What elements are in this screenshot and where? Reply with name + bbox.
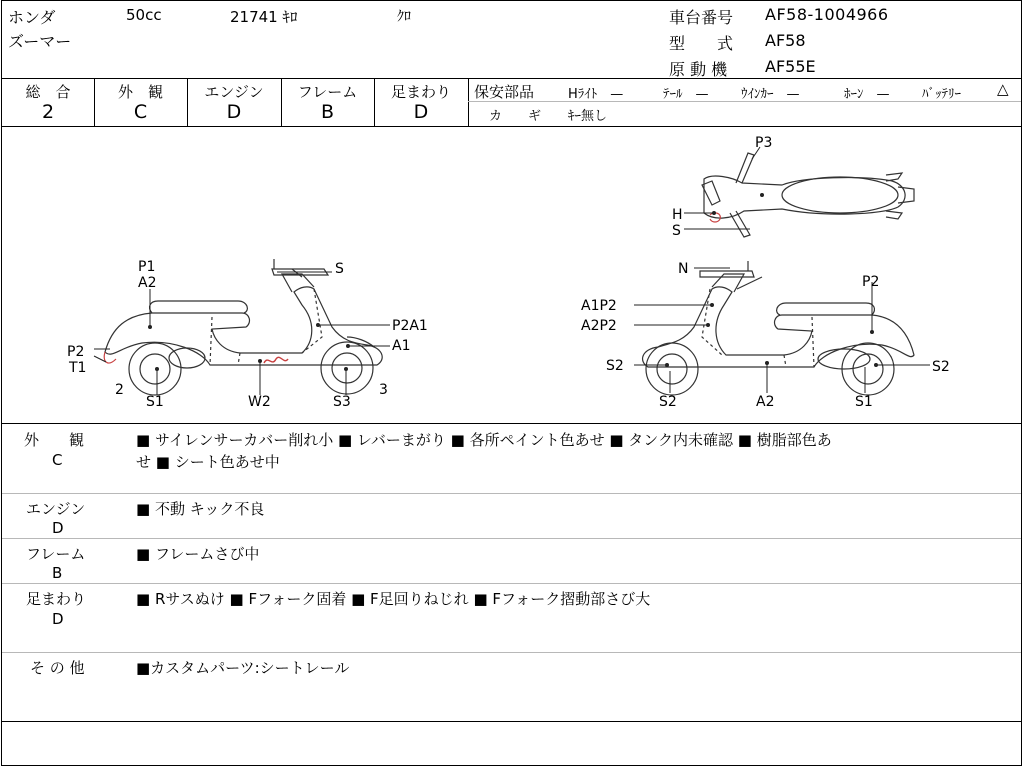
mark-a2: A2 [138, 275, 157, 291]
mark-s-top: S [672, 223, 681, 239]
notes-exterior-label: 外 観 [24, 431, 85, 449]
safety-horn: ﾎｰﾝ — [844, 87, 890, 102]
notes-exterior-line2: せ ■ シート色あせ中 [136, 453, 280, 471]
mark-t1: T1 [69, 360, 87, 376]
mark-a1p2: A1P2 [581, 298, 617, 314]
key-label: カ ギ [489, 109, 542, 124]
divider [2, 423, 1021, 424]
frame-label: フレーム [297, 83, 358, 101]
mark-3: 3 [379, 382, 388, 398]
notes-frame-label: フレーム [26, 545, 86, 563]
mark-s1-right: S1 [855, 394, 873, 410]
overall-grade: 2 [41, 101, 55, 123]
mark-a2p2: A2P2 [581, 318, 617, 334]
mark-n: N [678, 261, 689, 277]
divider [2, 652, 1021, 653]
notes-engine-grade: D [52, 519, 64, 537]
notes-engine-label: エンジン [26, 500, 86, 518]
frame-no-label: 車台番号 [669, 8, 734, 27]
notes-frame-text: ■ フレームさび中 [136, 545, 260, 563]
exterior-grade: C [133, 101, 148, 123]
notes-other-text: ■カスタムパーツ:シートレール [136, 659, 350, 677]
safety-headlight: Hﾗｲﾄ — [568, 87, 624, 102]
scooter-damage-diagram [2, 127, 1021, 423]
mark-h: H [672, 207, 683, 223]
divider [468, 78, 469, 126]
battery-triangle-icon: △ [997, 80, 1009, 98]
frame-grade: B [320, 101, 335, 123]
safety-battery: ﾊﾞｯﾃﾘｰ [922, 87, 961, 102]
key-value: ｷｰ無し [568, 109, 608, 124]
notes-exterior-line1: ■ サイレンサーカバー削れ小 ■ レバーまがり ■ 各所ペイント色あせ ■ タンク内未確認 ■ 樹脂部色あ [136, 431, 832, 449]
notes-other-label: そ の 他 [30, 659, 85, 677]
inspection-sheet [1, 0, 1022, 766]
color: ｸﾛ [397, 9, 411, 25]
mark-p2-right: P2 [862, 274, 880, 290]
mark-p2a1: P2A1 [392, 318, 428, 334]
model-name: ズーマー [8, 32, 72, 51]
notes-exterior-grade: C [52, 451, 63, 469]
mark-2: 2 [115, 382, 124, 398]
mark-p2: P2 [67, 344, 85, 360]
notes-engine-text: ■ 不動 キック不良 [136, 500, 265, 518]
mark-s2-left: S2 [606, 358, 624, 374]
safety-label: 保安部品 [474, 83, 535, 101]
overall-label: 総 合 [25, 83, 71, 101]
mark-s1: S1 [146, 394, 164, 410]
divider [2, 78, 1021, 79]
notes-frame-grade: B [52, 564, 63, 582]
divider [2, 538, 1021, 539]
mark-p1: P1 [138, 259, 156, 275]
mark-p3: P3 [755, 135, 773, 151]
type-value: AF58 [765, 31, 806, 50]
divider [2, 583, 1021, 584]
suspension-grade: D [413, 101, 429, 123]
engine-model-value: AF55E [765, 57, 816, 76]
mileage: 21741 ｷﾛ [230, 8, 298, 26]
suspension-label: 足まわり [390, 83, 451, 101]
exterior-label: 外 観 [117, 83, 163, 101]
type-label: 型 式 [669, 34, 734, 53]
divider [2, 721, 1021, 722]
frame-no: AF58-1004966 [765, 5, 889, 24]
notes-suspension-grade: D [52, 610, 64, 628]
safety-winker: ｳｲﾝｶｰ — [741, 87, 800, 102]
displacement: 50cc [126, 6, 162, 24]
engine-label: エンジン [204, 83, 264, 101]
mark-s-handle: S [335, 261, 344, 277]
mark-w2: W2 [248, 394, 271, 410]
engine-model-label: 原 動 機 [669, 60, 728, 79]
mark-a2-right: A2 [756, 394, 775, 410]
top-view-icon [702, 153, 914, 237]
mark-s3: S3 [333, 394, 351, 410]
engine-grade: D [226, 101, 242, 123]
mark-s2-right: S2 [932, 359, 950, 375]
divider [2, 493, 1021, 494]
mark-a1: A1 [392, 338, 411, 354]
notes-suspension-text: ■ Rサスぬけ ■ Fフォーク固着 ■ F足回りねじれ ■ Fフォーク摺動部さび大 [136, 590, 651, 608]
mark-s2-bottom: S2 [659, 394, 677, 410]
safety-taillight: ﾃｰﾙ — [663, 87, 709, 102]
notes-suspension-label: 足まわり [26, 590, 87, 608]
maker: ホンダ [8, 8, 56, 27]
